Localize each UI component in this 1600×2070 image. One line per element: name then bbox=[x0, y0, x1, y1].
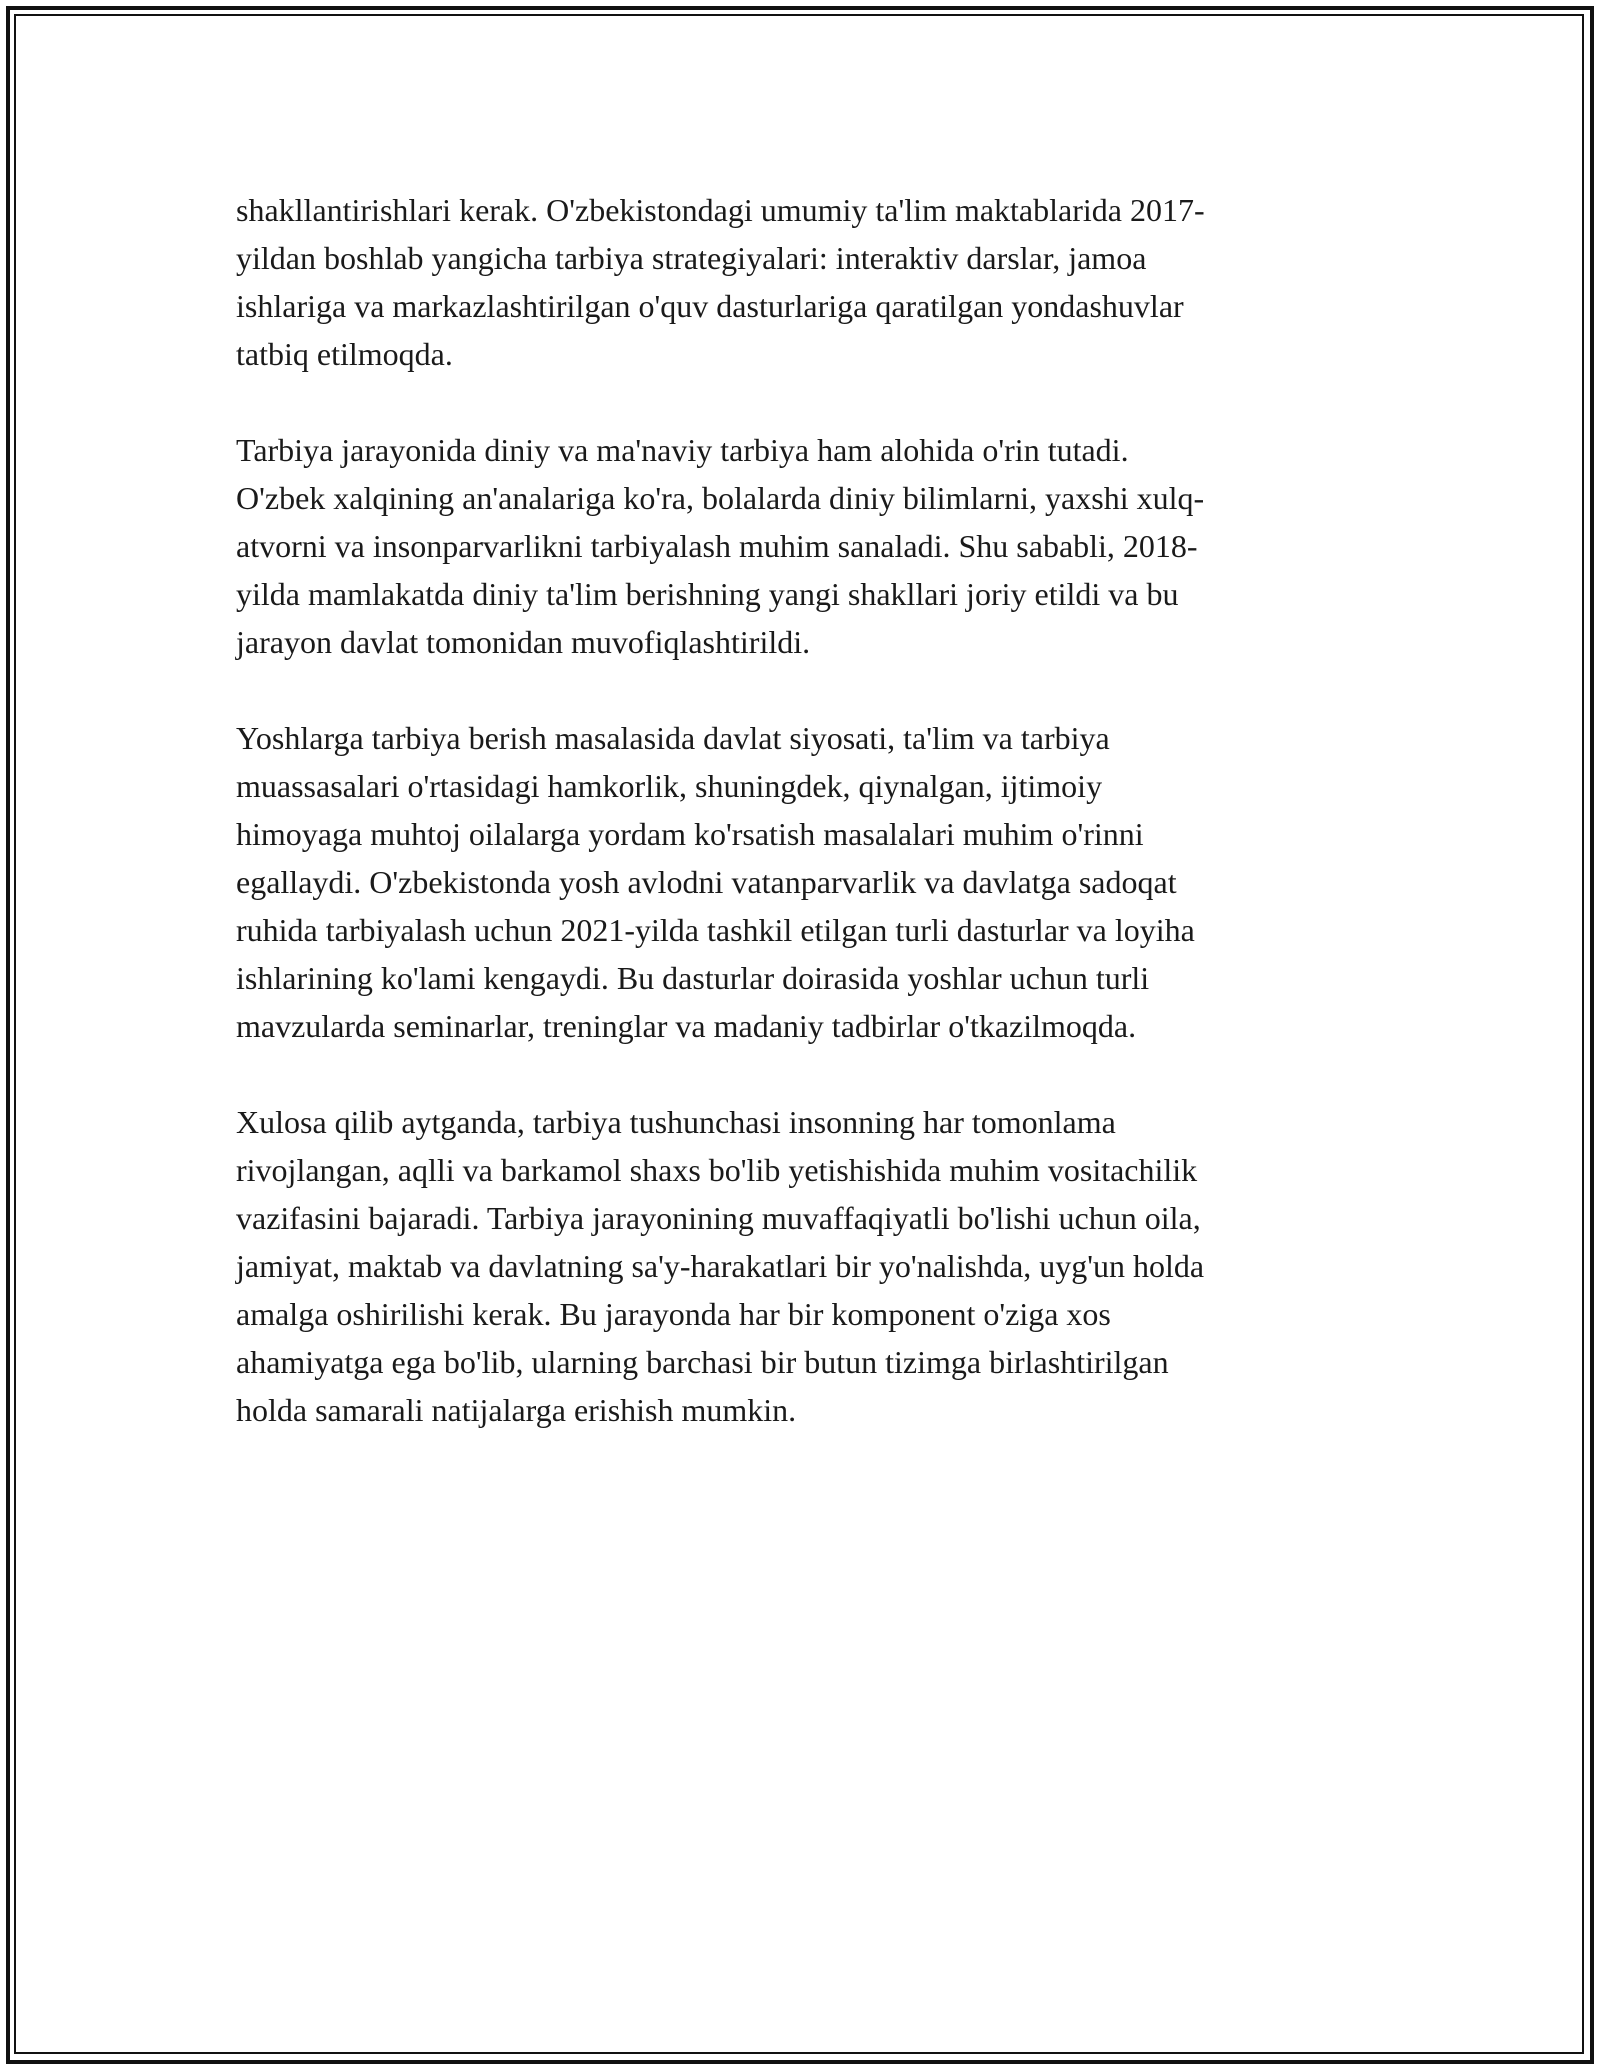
paragraph-3 bbox=[236, 714, 1356, 1050]
text-line: rivojlangan, aqlli va barkamol shaxs bo'lib yetishishida muhim vositachilik bbox=[236, 1152, 1198, 1188]
text-line: jamiyat, maktab va davlatning sa'y-harakatlari bir yo'nalishda, uyg'un holda bbox=[236, 1248, 1205, 1284]
text-line: ishlarining ko'lami kengaydi. Bu dasturlar doirasida yoshlar uchun turli bbox=[236, 960, 1150, 996]
text-line: shakllantirishlari kerak. O'zbekistondagi umumiy ta'lim maktablarida 2017- bbox=[236, 192, 1205, 228]
text-line: muassasalari o'rtasidagi hamkorlik, shuningdek, qiynalgan, ijtimoiy bbox=[236, 768, 1103, 804]
text-line: himoyaga muhtoj oilalarga yordam ko'rsatish masalalari muhim o'rinni bbox=[236, 816, 1144, 852]
text-line: atvorni va insonparvarlikni tarbiyalash muhim sanaladi. Shu sababli, 2018- bbox=[236, 528, 1198, 564]
text-line: ruhida tarbiyalash uchun 2021-yilda tashkil etilgan turli dasturlar va loyiha bbox=[236, 912, 1195, 948]
text-line: Xulosa qilib aytganda, tarbiya tushunchasi insonning har tomonlama bbox=[236, 1104, 1116, 1140]
text-line: ishlariga va markazlashtirilgan o'quv dasturlariga qaratilgan yondashuvlar bbox=[236, 288, 1184, 324]
text-line: ahamiyatga ega bo'lib, ularning barchasi bir butun tizimga birlashtirilgan bbox=[236, 1344, 1169, 1380]
text-line: Yoshlarga tarbiya berish masalasida davlat siyosati, ta'lim va tarbiya bbox=[236, 720, 1110, 756]
paragraph-4 bbox=[236, 1098, 1356, 1434]
document-body bbox=[236, 186, 1356, 1482]
text-line: vazifasini bajaradi. Tarbiya jarayonining muvaffaqiyatli bo'lishi uchun oila, bbox=[236, 1200, 1201, 1236]
paragraph-2 bbox=[236, 426, 1356, 666]
text-line: jarayon davlat tomonidan muvofiqlashtirildi. bbox=[236, 624, 811, 660]
text-line: amalga oshirilishi kerak. Bu jarayonda har bir komponent o'ziga xos bbox=[236, 1296, 1111, 1332]
text-line: O'zbek xalqining an'analariga ko'ra, bolalarda diniy bilimlarni, yaxshi xulq- bbox=[236, 480, 1205, 516]
text-line: egallaydi. O'zbekistonda yosh avlodni vatanparvarlik va davlatga sadoqat bbox=[236, 864, 1177, 900]
text-line: yilda mamlakatda diniy ta'lim berishning yangi shakllari joriy etildi va bu bbox=[236, 576, 1179, 612]
text-line: mavzularda seminarlar, treninglar va madaniy tadbirlar o'tkazilmoqda. bbox=[236, 1008, 1137, 1044]
text-line: Tarbiya jarayonida diniy va ma'naviy tarbiya ham alohida o'rin tutadi. bbox=[236, 432, 1129, 468]
text-line: holda samarali natijalarga erishish mumkin. bbox=[236, 1392, 797, 1428]
paragraph-1 bbox=[236, 186, 1356, 378]
text-line: yildan boshlab yangicha tarbiya strategiyalari: interaktiv darslar, jamoa bbox=[236, 240, 1147, 276]
text-line: tatbiq etilmoqda. bbox=[236, 336, 453, 372]
